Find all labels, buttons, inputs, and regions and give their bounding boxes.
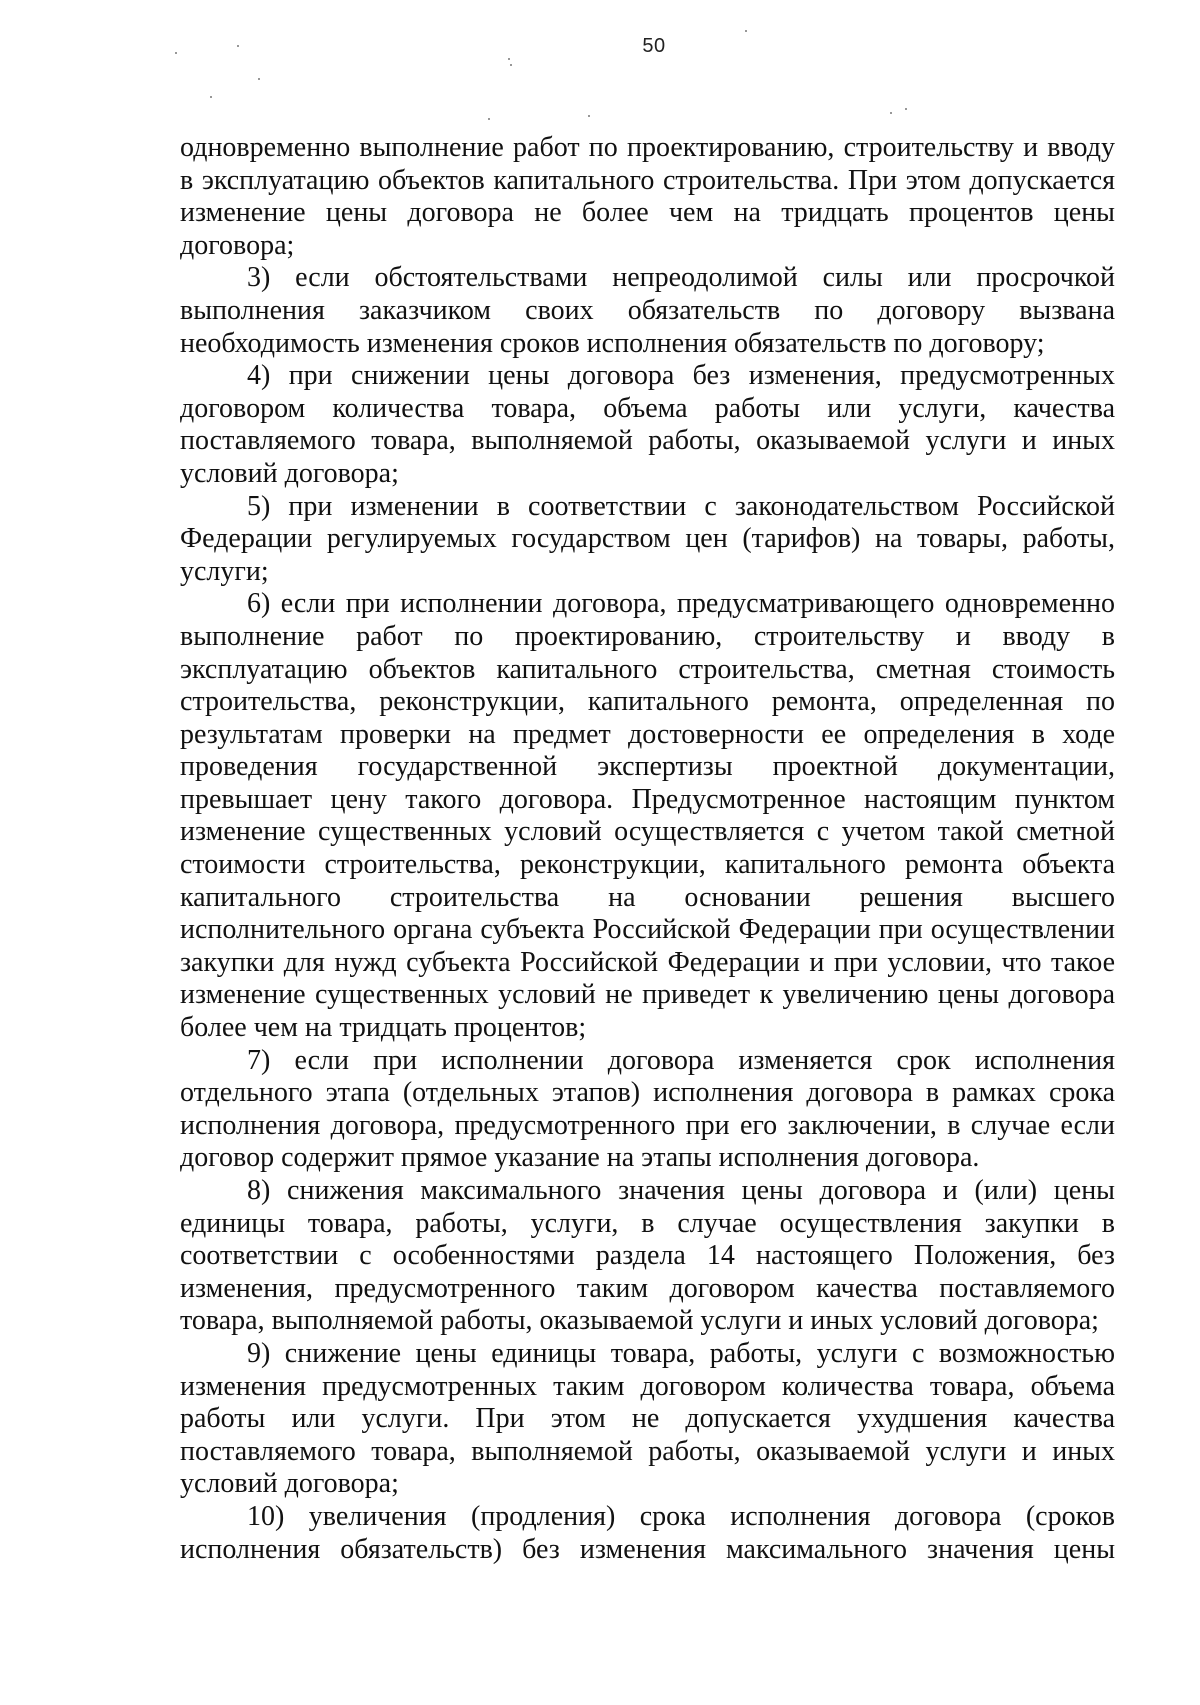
scan-speck: [488, 118, 490, 120]
paragraph-item-8: 8) снижения максимального значения цены договора и (или) цены единицы товара, работы, услуги, в случае осуществления закупки в соответствии с особенностями раздела 14 настоящего Положения, без изменения, предусмотренного таким договором качества поставляемого товара, выполняемой работы, оказываемой услуги и иных условий договора;: [180, 1175, 1115, 1337]
scan-speck: [510, 64, 512, 66]
scan-speck: [508, 58, 510, 60]
paragraph-item-4: 4) при снижении цены договора без изменения, предусмотренных договором количества товара, объема работы или услуги, качества поставляемого товара, выполняемой работы, оказываемой услуги и иных условий договора;: [180, 360, 1115, 489]
scan-speck: [745, 30, 747, 32]
document-body: [180, 132, 1115, 1566]
scan-speck: [890, 112, 892, 114]
paragraph-item-5: 5) при изменении в соответствии с законодательством Российской Федерации регулируемых государством цен (тарифов) на товары, работы, услуги;: [180, 490, 1115, 587]
page-number: 50: [642, 35, 666, 57]
paragraph-continuation: одновременно выполнение работ по проектированию, строительству и вводу в эксплуатацию объектов капитального строительства. При этом допускается изменение цены договора не более чем на тридцать процентов цены договора;: [180, 132, 1115, 261]
paragraph-item-10: 10) увеличения (продления) срока исполнения договора (сроков исполнения обязательств) без изменения максимального значения цены: [180, 1500, 1115, 1565]
scan-speck: [588, 115, 590, 117]
paragraph-item-3: 3) если обстоятельствами непреодолимой силы или просрочкой выполнения заказчиком своих обязательств по договору вызвана необходимость изменения сроков исполнения обязательств по договору;: [180, 262, 1115, 359]
scan-speck: [258, 78, 260, 80]
scan-speck: [210, 96, 212, 98]
scan-speck: [905, 108, 907, 110]
paragraph-item-7: 7) если при исполнении договора изменяется срок исполнения отдельного этапа (отдельных этапов) исполнения договора в рамках срока исполнения договора, предусмотренного при его заключении, в случае если договор содержит прямое указание на этапы исполнения договора.: [180, 1044, 1115, 1174]
paragraph-item-6: 6) если при исполнении договора, предусматривающего одновременно выполнение работ по проектированию, строительству и вводу в эксплуатацию объектов капитального строительства, сметная стоимость строительства, реконструкции, капитального ремонта, определенная по результатам проверки на предмет достоверности ее определения в ходе проведения государственной экспертизы проектной документации, превышает цену такого договора. Предусмотренное настоящим пунктом изменение существенных условий осуществляется с учетом такой сметной стоимости строительства, реконструкции, капитального ремонта объекта капитального строительства на основании решения высшего исполнительного органа субъекта Российской Федерации при осуществлении закупки для нужд субъекта Российской Федерации и при условии, что такое изменение существенных условий не приведет к увеличению цены договора более чем на тридцать процентов;: [180, 588, 1115, 1044]
paragraph-item-9: 9) снижение цены единицы товара, работы, услуги с возможностью изменения предусмотренных таким договором количества товара, объема работы или услуги. При этом не допускается ухудшения качества поставляемого товара, выполняемой работы, оказываемой услуги и иных условий договора;: [180, 1337, 1115, 1500]
